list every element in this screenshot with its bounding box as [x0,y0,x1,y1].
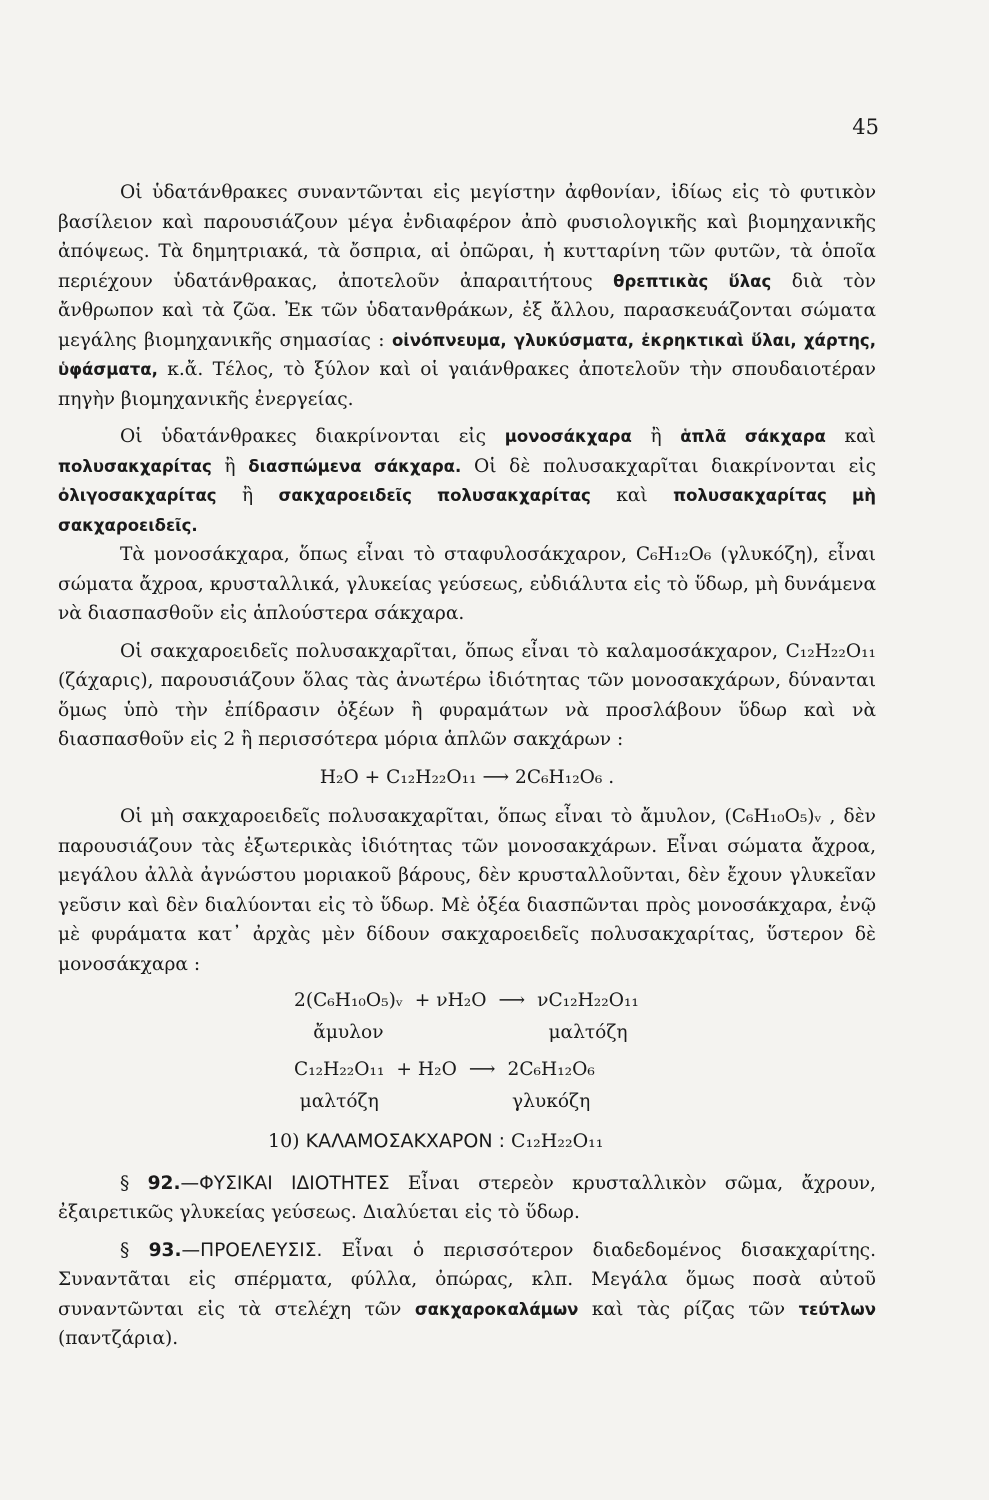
equation-hydrolysis: H₂O + C₁₂H₂₂O₁₁ ⟶ 2C₆H₁₂O₆ . [319,766,615,788]
bold-term: οἰνόπνευμα, γλυκύσματα, ἐκρηκτικαὶ ὕλαι, χάρτης, ὑφάσματα, [58,330,876,379]
formula: C₁₂H₂₂O₁₁ [511,1130,604,1152]
product-label: γλυκόζη [512,1090,591,1112]
product: 2C₆H₁₂O₆ [507,1059,595,1080]
paragraph-monosaccharides: Τὰ μονοσάκχαρα, ὅπως εἶναι τὸ σταφυλοσάκχαρον, C₆H₁₂O₆ (γλυκόζη), εἶναι σώματα ἄχροα, κρυσταλλικά, γλυκείας γεύσεως, εὐδιάλυτα εἰς τὸ ὕδωρ, μὴ δυνάμενα νὰ διασπασθοῦν εἰς ἁπλούστερα σάκχαρα. [58,544,876,624]
paragraph-nonsugar-polysaccharides: Οἱ μὴ σακχαροειδεῖς πολυσακχαρῖται, ὅπως εἶναι τὸ ἄμυλον, (C₆H₁₀O₅)ᵥ , δὲν παρουσιάζουν τὰς ἐξωτερικὰς ἰδιότητας τῶν μονοσακχάρων. Εἶναι σώματα ἄχροα, μεγάλου ἀλλὰ ἀγνώστου μοριακοῦ βάρους, δὲν κρυσταλλοῦνται, δὲν ἔχουν γλυκεῖαν γεῦσιν καὶ δὲν διαλύονται εἰς τὸ ὕδωρ. Μὲ ὀξέα διασπῶνται πρὸς μονοσάκχαρα, ἐνῷ μὲ φυράματα κατ᾽ ἀρχὰς μὲν δίδουν σακχαροειδεῖς πολυσακχαρίτας, ὕστερον δὲ μονοσάκχαρα : [58,806,876,975]
reagent: + νH₂O [414,990,487,1011]
reaction-maltose [288,1054,601,1117]
section-heading: 10) ΚΑΛΑΜΟΣΑΚΧΑΡΟΝ : C₁₂H₂₂O₁₁ [268,1130,604,1152]
bold-term: διασπώμενα σάκχαρα. [248,456,462,476]
section-93: § 93.—ΠΡΟΕΛΕΥΣΙΣ. Εἶναι ὁ περισσότερον διαδεδομένος δισακχαρίτης. Συναντᾶται εἰς σπέρματα, φύλλα, ὀπώρας, κλπ. Μεγάλα ὅμως ποσὰ αὐτοῦ συναντῶνται εἰς τὰ στελέχη τῶν σακχαροκαλάμων καὶ τὰς ρίζας τῶν τεύτλων (παντζάρια). [58,1239,876,1349]
page-body [58,178,876,1354]
product-label: μαλτόζη [548,1021,628,1043]
bold-term: μονοσάκχαρα [504,427,632,446]
bold-term: θρεπτικὰς ὕλας [613,271,772,291]
reactant-label: μαλτόζη [299,1090,379,1112]
bold-term: πολυσακχαρίτας [58,456,212,476]
product: νC₁₂H₂₂O₁₁ [537,990,639,1011]
bold-term: ἁπλᾶ σάκχαρα [680,427,826,446]
formula: C₆H₁₂O₆ [635,544,712,565]
reaction-starch [288,985,645,1048]
reagent: + H₂O [396,1059,457,1080]
arrow: ⟶ [498,990,526,1011]
paragraph-classification: Οἱ ὑδατάνθρακες διακρίνονται εἰς μονοσάκχαρα ἢ ἁπλᾶ σάκχαρα καὶ πολυσακχαρίτας ἢ διασπώμενα σάκχαρα. Οἱ δὲ πολυσακχαρῖται διακρίνονται εἰς ὀλιγοσακχαρίτας ἢ σακχαροειδεῖς πολυσακχαρίτας καὶ πολυσακχαρίτας μὴ σακχαροειδεῖς. [58,426,876,535]
section-92: § 92.—ΦΥΣΙΚΑΙ ΙΔΙΟΤΗΤΕΣ Εἶναι στερεὸν κρυσταλλικὸν σῶμα, ἄχρουν, ἐξαιρετικῶς γλυκείας γεύσεως. Διαλύεται εἰς τὸ ὕδωρ. [58,1172,876,1223]
bold-term: σακχαροκαλάμων [414,1299,579,1319]
paragraph-sugar-polysaccharides: Οἱ σακχαροειδεῖς πολυσακχαρῖται, ὅπως εἶναι τὸ καλαμοσάκχαρον, C₁₂H₂₂O₁₁ (ζάχαρις), παρουσιάζουν ὅλας τὰς ἀνωτέρω ἰδιότητας τῶν μονοσακχάρων, δύνανται ὅμως ὑπὸ τὴν ἐπίδρασιν ὀξέων ἢ φυραμάτων νὰ προσλάβουν ὕδωρ καὶ νὰ διασπασθοῦν εἰς 2 ἢ περισσότερα μόρια ἁπλῶν σακχάρων : [58,640,876,750]
formula: (C₆H₁₀O₅)ᵥ , [724,806,836,827]
bold-term: τεύτλων [798,1299,876,1319]
page-number: 45 [852,115,879,139]
reactant: C₁₂H₂₂O₁₁ [294,1059,385,1080]
bold-term: πολυσακχαρίτας μὴ σακχαροειδεῖς. [58,486,876,535]
formula: C₁₂H₂₂O₁₁ [785,640,876,662]
paragraph-intro: Οἱ ὑδατάνθρακες συναντῶνται εἰς μεγίστην ἀφθονίαν, ἰδίως εἰς τὸ φυτικὸν βασίλειον καὶ παρουσιάζουν μέγα ἐνδιαφέρον ἀπὸ φυσιολογικῆς καὶ βιομηχανικῆς ἀπόψεως. Τὰ δημητριακά, τὰ ὄσπρια, αἱ ὀπῶραι, ἡ κυτταρίνη τῶν φυτῶν, τὰ ὁποῖα περιέχουν ὑδατάνθρακας, ἀποτελοῦν ἀπαραιτήτους θρεπτικὰς ὕλας διὰ τὸν ἄνθρωπον καὶ τὰ ζῶα. Ἐκ τῶν ὑδατανθράκων, ἐξ ἄλλου, παρασκευάζονται σώματα μεγάλης βιομηχανικῆς σημασίας : οἰνόπνευμα, γλυκύσματα, ἐκρηκτικαὶ ὕλαι, χάρτης, ὑφάσματα, κ.ἄ. Τέλος, τὸ ξύλον καὶ οἱ γαιάνθρακες ἀποτελοῦν τὴν σπουδαιοτέραν πηγὴν βιομηχανικῆς ἐνεργείας. [58,182,876,410]
arrow: ⟶ [468,1059,496,1080]
reactant-label: ἄμυλον [313,1021,384,1043]
bold-term: ὀλιγοσακχαρίτας [58,486,217,505]
bold-term: σακχαροειδεῖς πολυσακχαρίτας [278,486,591,505]
reactant: 2(C₆H₁₀O₅)ᵥ [294,990,403,1011]
